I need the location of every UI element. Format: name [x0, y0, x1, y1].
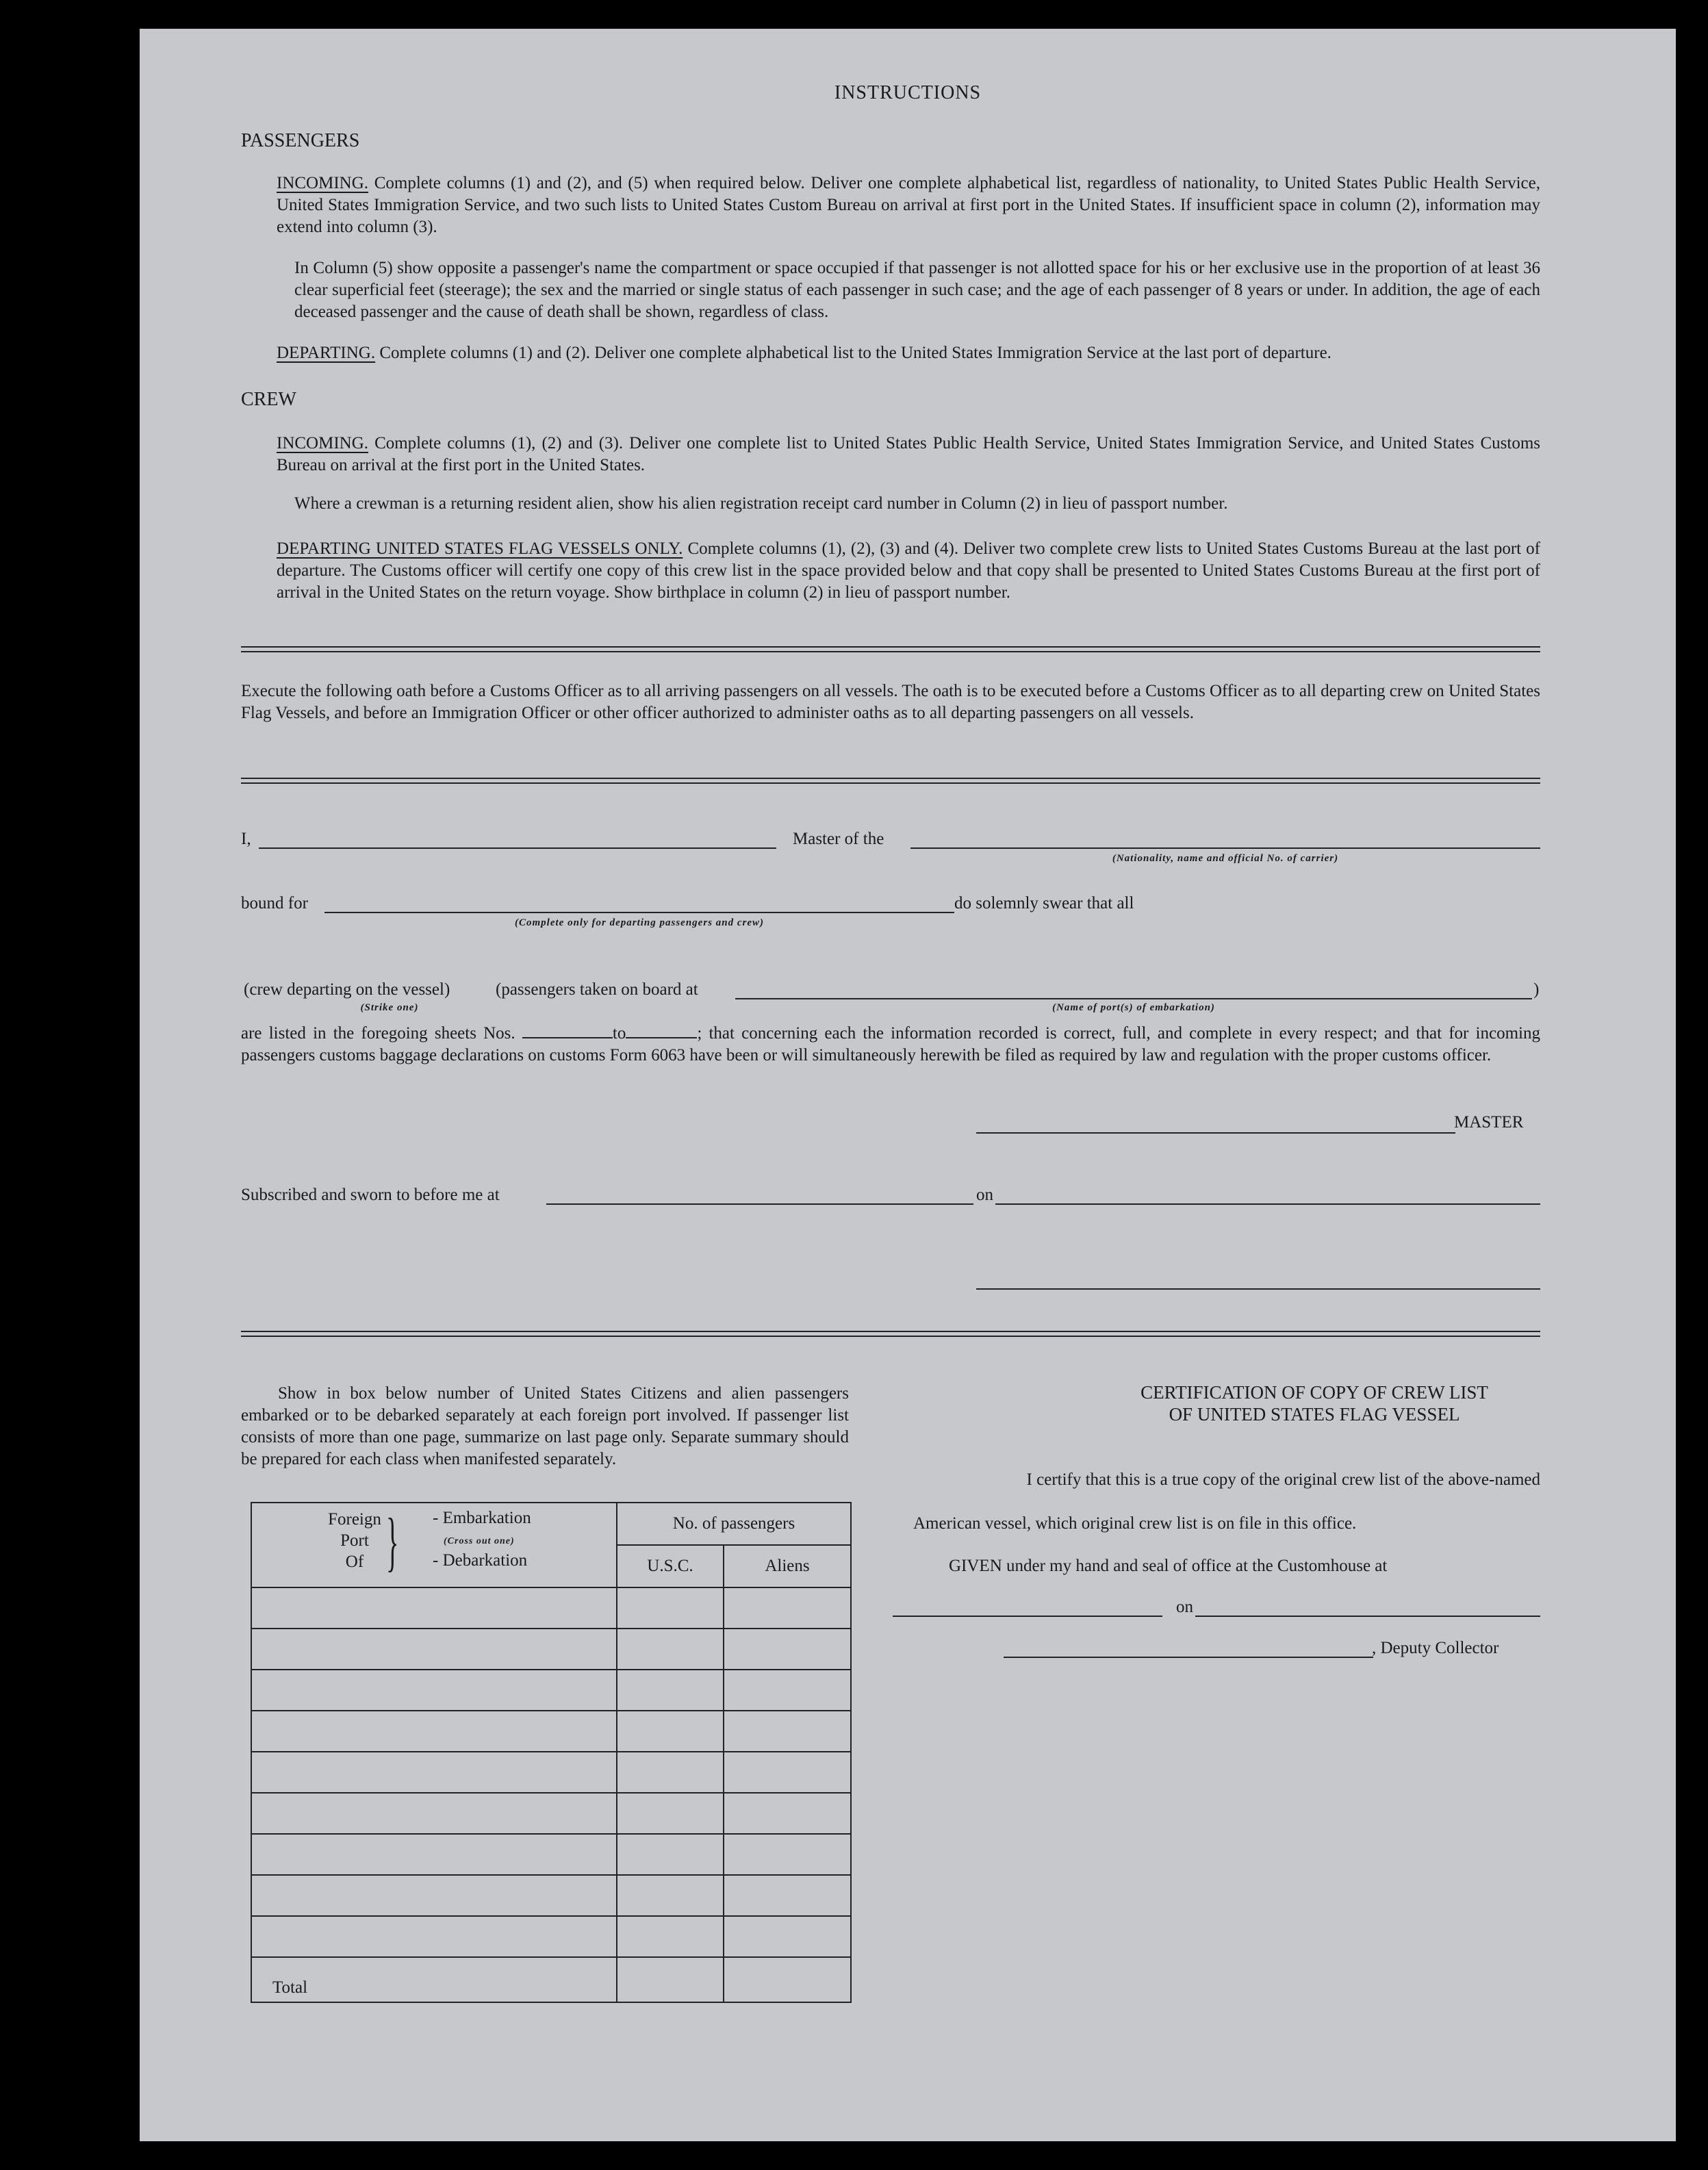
listed-text-1: are listed in the foregoing sheets Nos.	[241, 1024, 515, 1043]
table-header-row	[251, 1503, 851, 1545]
port-cell[interactable]	[251, 1793, 617, 1834]
embarkation-label: - Embarkation	[433, 1509, 531, 1527]
listed-text-2: ; that concerning each the information recorded is correct, full, and complete in every respect; and that for incoming passengers customs baggage declarations on customs Form 6063 have been or will simultaneously herewith be filed as required by law and regulation with the proper customs officer.	[241, 1024, 1540, 1064]
usc-cell[interactable]	[617, 1752, 724, 1793]
deputy-collector-label: , Deputy Collector	[1372, 1639, 1499, 1657]
usc-total-cell[interactable]	[617, 1957, 724, 2002]
port-cell[interactable]	[251, 1711, 617, 1752]
bound-for-label: bound for	[241, 894, 308, 912]
certify-line-2: American vessel, which original crew list is on file in this office.	[913, 1514, 1357, 1533]
aliens-cell[interactable]	[724, 1793, 851, 1834]
usc-cell[interactable]	[617, 1629, 724, 1670]
port-label: Port	[340, 1531, 369, 1550]
divider	[241, 778, 1540, 784]
sworn-on-label: on	[976, 1186, 993, 1204]
bound-for-field[interactable]	[324, 912, 954, 913]
table-row	[251, 1752, 851, 1793]
sworn-date-field[interactable]	[995, 1203, 1540, 1205]
usc-cell[interactable]	[617, 1875, 724, 1916]
form-page	[140, 29, 1676, 2141]
certify-date-field[interactable]	[1195, 1616, 1540, 1617]
master-name-field[interactable]	[259, 847, 776, 849]
usc-cell[interactable]	[617, 1587, 724, 1629]
master-signature-field[interactable]	[976, 1132, 1455, 1134]
passengers-column5: In Column (5) show opposite a passenger's name the compartment or space occupied if that passenger is not allotted space for his or her exclusive use in the proportion of at least 36 clear superficial feet (steerage); the sex and the married or single status of each passenger in such case; and the age of each passenger of 8 years or under. In addition, the age of each deceased passenger and the cause of death shall be shown, regardless of class.	[294, 259, 1540, 321]
customhouse-field[interactable]	[893, 1616, 1162, 1617]
passengers-incoming	[277, 173, 1540, 238]
certify-on-label: on	[1176, 1598, 1193, 1616]
aliens-cell[interactable]	[724, 1587, 851, 1629]
crew-resident: Where a crewman is a returning resident alien, show his alien registration receipt card number in Column (2) in lieu of passport number.	[294, 494, 1228, 513]
master-label: MASTER	[1454, 1113, 1524, 1132]
port-cell[interactable]	[251, 1670, 617, 1711]
table-row	[251, 1670, 851, 1711]
usc-cell[interactable]	[617, 1670, 724, 1711]
aliens-cell[interactable]	[724, 1711, 851, 1752]
officer-signature-field[interactable]	[976, 1288, 1540, 1290]
table-row	[251, 1793, 851, 1834]
usc-cell[interactable]	[617, 1793, 724, 1834]
aliens-cell[interactable]	[724, 1629, 851, 1670]
crew-departing-option: (crew departing on the vessel)	[244, 980, 450, 999]
port-cell[interactable]	[251, 1629, 617, 1670]
port-cell[interactable]	[251, 1916, 617, 1957]
certify-line-1: I certify that this is a true copy of the original crew list of the above-named	[1026, 1470, 1540, 1489]
usc-cell[interactable]	[617, 1916, 724, 1957]
debarkation-label: - Debarkation	[433, 1551, 528, 1570]
cross-note: (Cross out one)	[444, 1536, 515, 1546]
table-row	[251, 1916, 851, 1957]
port-cell[interactable]	[251, 1752, 617, 1793]
oath-intro: Execute the following oath before a Customs Officer as to all arriving passengers on all vessels. The oath is to be executed before a Customs Officer as to all departing crew on United States Flag Vessels, and before an Immigration Officer or other officer authorized to administer oaths as to all departing passengers on all vessels.	[241, 682, 1540, 722]
of-label: Of	[345, 1553, 364, 1571]
ports-note: (Name of port(s) of embarkation)	[1052, 1002, 1215, 1013]
table-row	[251, 1711, 851, 1752]
bound-note: (Complete only for departing passengers and crew)	[515, 917, 764, 928]
port-header	[251, 1503, 617, 1587]
port-cell[interactable]	[251, 1875, 617, 1916]
table-row	[251, 1875, 851, 1916]
crew-departing-label: DEPARTING UNITED STATES FLAG VESSELS ONLY.	[277, 539, 683, 558]
aliens-cell[interactable]	[724, 1834, 851, 1875]
foreign-label: Foreign	[328, 1510, 381, 1529]
sheet-from-field[interactable]	[522, 1023, 613, 1038]
sworn-place-field[interactable]	[546, 1203, 973, 1205]
passengers-departing-label: DEPARTING.	[277, 344, 376, 362]
certification-title-1: CERTIFICATION OF COPY OF CREW LIST	[1140, 1382, 1488, 1403]
aliens-cell[interactable]	[724, 1670, 851, 1711]
divider	[241, 1331, 1540, 1337]
table-row	[251, 1834, 851, 1875]
swear-text: do solemnly swear that all	[954, 894, 1134, 912]
aliens-cell[interactable]	[724, 1916, 851, 1957]
aliens-total-cell[interactable]	[724, 1957, 851, 2002]
table-row	[251, 1587, 851, 1629]
crew-incoming-label: INCOMING.	[277, 434, 369, 452]
sheet-to-field[interactable]	[626, 1023, 697, 1038]
crew-incoming-text: Complete columns (1), (2) and (3). Deliver one complete list to United States Public Health Service, United States Immigration Service, and United States Customs Bureau on arrival at the first port in the United States.	[277, 434, 1541, 474]
port-cell[interactable]	[251, 1587, 617, 1629]
listed-statement	[241, 1023, 1540, 1067]
crew-incoming	[277, 433, 1540, 476]
crew-title: CREW	[241, 389, 296, 410]
passenger-summary-table	[251, 1502, 852, 2003]
divider	[241, 646, 1540, 652]
crew-departing-text: Complete columns (1), (2), (3) and (4). Deliver two complete crew lists to United States Customs Bureau at the last port of departure. The Customs officer will certify one copy of this crew list in the space provided below and that copy shall be presented to United States Customs Bureau at the first port of arrival in the United States on the return voyage. Show birthplace in column (2) in lieu of passport number.	[277, 539, 1540, 602]
certification-title-2: OF UNITED STATES FLAG VESSEL	[1169, 1404, 1460, 1425]
instructions-heading: INSTRUCTIONS	[834, 82, 982, 103]
summary-text: Show in box below number of United States Citizens and alien passengers embarked or to be debarked separately at each foreign port involved. If passenger list consists of more than one page, summarize on last page only. Separate summary should be prepared for each class when manifested separately.	[241, 1384, 849, 1468]
certify-line-3: GIVEN under my hand and seal of office at the Customhouse at	[949, 1557, 1388, 1575]
usc-header: U.S.C.	[617, 1545, 724, 1587]
close-paren: )	[1533, 980, 1540, 999]
passengers-title: PASSENGERS	[241, 130, 360, 151]
subscribed-label: Subscribed and sworn to before me at	[241, 1186, 500, 1204]
usc-cell[interactable]	[617, 1711, 724, 1752]
aliens-cell[interactable]	[724, 1752, 851, 1793]
carrier-field[interactable]	[910, 847, 1540, 849]
no-passengers-header: No. of passengers	[617, 1503, 851, 1545]
aliens-header: Aliens	[724, 1545, 851, 1587]
ports-field[interactable]	[735, 998, 1532, 999]
total-label: Total	[251, 1957, 617, 2002]
carrier-note: (Nationality, name and official No. of carrier)	[1112, 853, 1339, 864]
crew-departing	[277, 538, 1540, 604]
passengers-incoming-label: INCOMING.	[277, 174, 369, 192]
certification-title	[1034, 1381, 1595, 1425]
passengers-departing	[277, 342, 1540, 364]
passengers-taken-option: (passengers taken on board at	[496, 980, 698, 999]
aliens-cell[interactable]	[724, 1875, 851, 1916]
deputy-signature-field[interactable]	[1004, 1657, 1373, 1658]
total-row	[251, 1957, 851, 2002]
strike-note: (Strike one)	[360, 1002, 419, 1013]
listed-to: to	[612, 1024, 626, 1043]
port-cell[interactable]	[251, 1834, 617, 1875]
passengers-departing-text: Complete columns (1) and (2). Deliver one complete alphabetical list to the United States Immigration Service at the last port of departure.	[379, 344, 1331, 362]
usc-cell[interactable]	[617, 1834, 724, 1875]
master-of-label: Master of the	[793, 830, 884, 848]
brace-icon: }	[386, 1505, 399, 1578]
table-row	[251, 1629, 851, 1670]
oath-i-label: I,	[241, 830, 251, 848]
passengers-incoming-text: Complete columns (1) and (2), and (5) when required below. Deliver one complete alphabetical list, regardless of nationality, to United States Public Health Service, United States Immigration Service, and two such lists to United States Custom Bureau on arrival at first port in the United States. If insufficient space in column (2), information may extend into column (3).	[277, 174, 1541, 236]
